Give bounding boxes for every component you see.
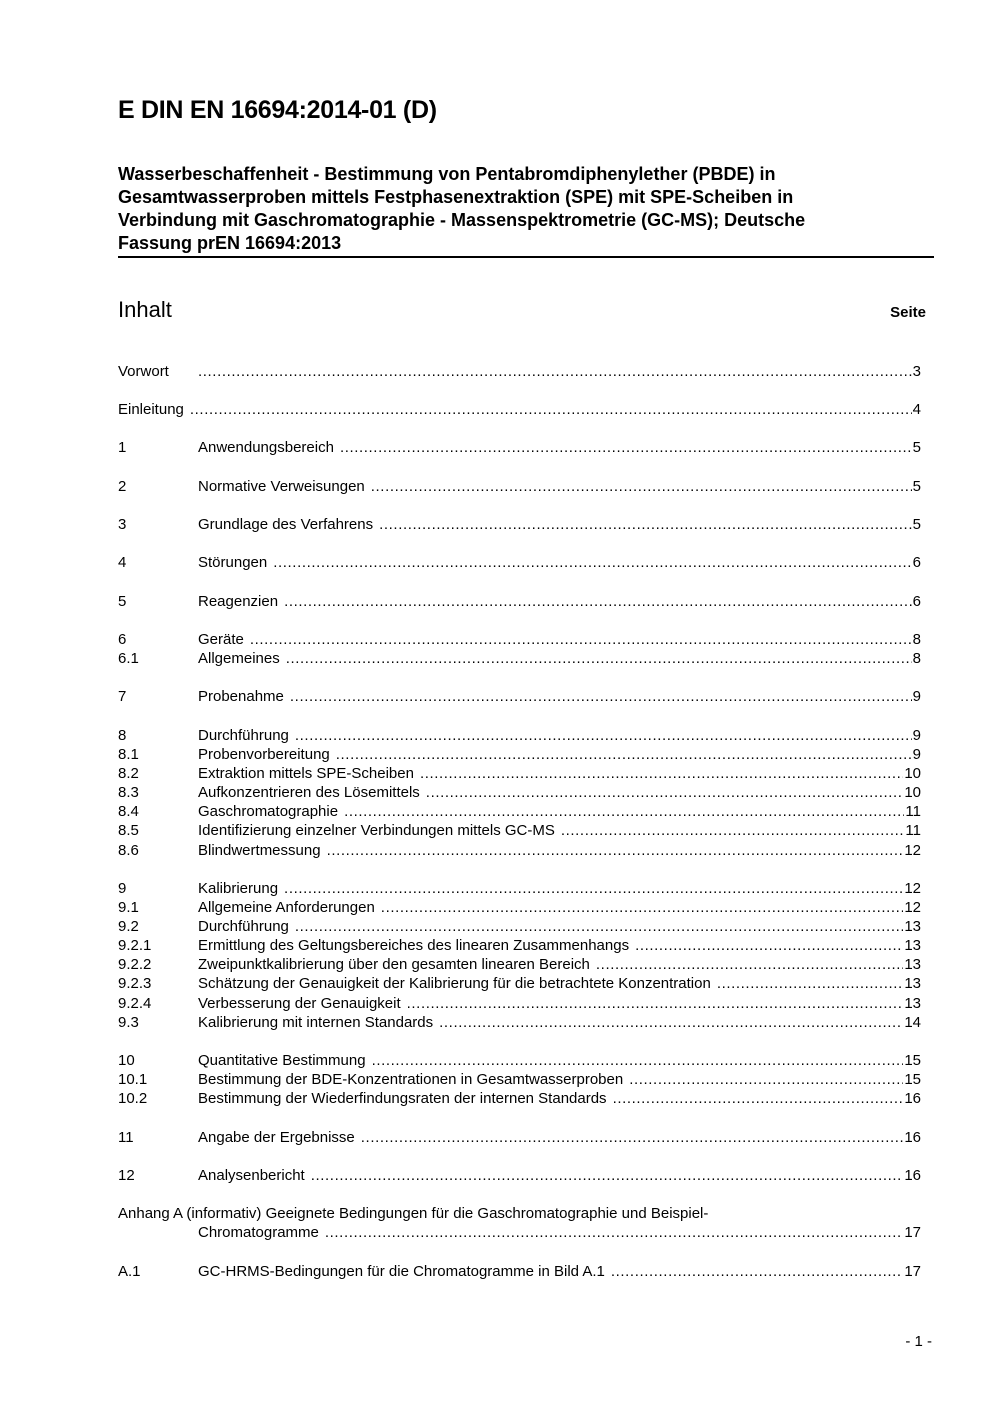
toc-leader-dots bbox=[596, 955, 903, 974]
toc-entry[interactable] bbox=[118, 687, 921, 706]
toc-entry-number: 8 bbox=[118, 727, 127, 744]
toc-entry[interactable] bbox=[118, 1051, 921, 1070]
title-line: Fassung prEN 16694:2013 bbox=[118, 233, 342, 253]
toc-entry-number: 8.4 bbox=[118, 803, 139, 820]
toc-entry-label: Gaschromatographie bbox=[198, 803, 339, 820]
toc-entry[interactable] bbox=[118, 936, 921, 955]
toc-entry-page: 10 bbox=[904, 765, 921, 782]
toc-entry-number: 9.2.4 bbox=[118, 995, 152, 1012]
toc-entry[interactable] bbox=[118, 515, 921, 534]
toc-entry-page: 10 bbox=[904, 784, 921, 801]
toc-leader-dots bbox=[613, 1089, 904, 1108]
toc-entry-number: 10.1 bbox=[118, 1071, 148, 1088]
toc-entry-number: 12 bbox=[118, 1167, 135, 1184]
toc-entry-number: 6 bbox=[118, 631, 127, 648]
toc-entry-label: Quantitative Bestimmung bbox=[198, 1052, 366, 1069]
toc-entry-number: 9.2.3 bbox=[118, 975, 152, 992]
toc-entry-page: 16 bbox=[904, 1167, 921, 1184]
toc-entry[interactable] bbox=[118, 1089, 921, 1108]
toc-entry-label: Ermittlung des Geltungsbereiches des linearen Zusammenhangs bbox=[198, 937, 630, 954]
toc-entry-number: 2 bbox=[118, 478, 127, 495]
toc-entry-label: Störungen bbox=[198, 554, 268, 571]
toc-entry-number: 6.1 bbox=[118, 650, 139, 667]
toc-entry-label: Allgemeine Anforderungen bbox=[198, 899, 375, 916]
toc-entry[interactable] bbox=[118, 994, 921, 1013]
toc-leader-dots bbox=[284, 879, 903, 898]
toc-entry-page: 13 bbox=[904, 995, 921, 1012]
toc-entry-label: Anhang A (informativ) Geeignete Bedingungen für die Gaschromatographie und Beispiel- bbox=[118, 1205, 709, 1222]
toc-entry-number: A.1 bbox=[118, 1263, 141, 1280]
toc-leader-dots bbox=[361, 1128, 904, 1147]
toc-entry[interactable] bbox=[118, 974, 921, 993]
toc-entry-label: Identifizierung einzelner Verbindungen mittels GC-MS bbox=[198, 822, 555, 839]
toc-leader-dots bbox=[372, 1051, 904, 1070]
toc-leader-dots bbox=[311, 1166, 904, 1185]
toc-entry-vorwort[interactable] bbox=[118, 362, 921, 381]
toc-entry-number: 10.2 bbox=[118, 1090, 148, 1107]
toc-entry[interactable] bbox=[118, 802, 921, 821]
toc-entry-label: Geräte bbox=[198, 631, 244, 648]
toc-leader-dots bbox=[190, 400, 912, 419]
toc-leader-dots bbox=[325, 1223, 903, 1242]
toc-entry-number: 7 bbox=[118, 688, 127, 705]
toc-leader-dots bbox=[286, 649, 912, 668]
toc-entry-label: Schätzung der Genauigkeit der Kalibrierung für die betrachtete Konzentration bbox=[198, 975, 711, 992]
toc-leader-dots bbox=[717, 974, 903, 993]
toc-leader-dots bbox=[635, 936, 903, 955]
toc-entry-page: 5 bbox=[912, 439, 921, 456]
toc-entry-number: 8.5 bbox=[118, 822, 139, 839]
toc-entry-label: Anwendungsbereich bbox=[198, 439, 334, 456]
toc-entry-label: Blindwertmessung bbox=[198, 842, 321, 859]
toc-entry-page: 9 bbox=[912, 746, 921, 763]
toc-entry-page: 12 bbox=[904, 842, 921, 859]
toc-entry-label: Reagenzien bbox=[198, 593, 279, 610]
toc-entry-number: 4 bbox=[118, 554, 127, 571]
toc-entry-number: 9.1 bbox=[118, 899, 139, 916]
title-line: Verbindung mit Gaschromatographie - Massenspektrometrie (GC-MS); Deutsche bbox=[118, 210, 806, 230]
toc-leader-dots bbox=[198, 362, 912, 381]
title-line: Gesamtwasserproben mittels Festphasenextraktion (SPE) mit SPE-Scheiben in bbox=[118, 187, 794, 207]
toc-leader-dots bbox=[273, 553, 911, 572]
toc-entry[interactable] bbox=[118, 841, 921, 860]
toc-entry-number: 9.2.2 bbox=[118, 956, 152, 973]
toc-leader-dots bbox=[295, 917, 903, 936]
toc-entry-label: Analysenbericht bbox=[198, 1167, 305, 1184]
toc-entry[interactable] bbox=[118, 783, 921, 802]
toc-entry[interactable] bbox=[118, 726, 921, 745]
toc-entry-anhang-a-continued[interactable] bbox=[198, 1223, 921, 1242]
toc-entry-number: 3 bbox=[118, 516, 127, 533]
toc-entry-page: 15 bbox=[904, 1052, 921, 1069]
toc-entry-page: 5 bbox=[912, 478, 921, 495]
toc-entry-page: 15 bbox=[904, 1071, 921, 1088]
toc-entry-page: 17 bbox=[904, 1263, 921, 1280]
page-number: - 1 - bbox=[905, 1333, 932, 1350]
toc-entry-page: 5 bbox=[912, 516, 921, 533]
toc-entry[interactable] bbox=[118, 553, 921, 572]
toc-entry-label: Normative Verweisungen bbox=[198, 478, 365, 495]
toc-entry-page: 16 bbox=[904, 1129, 921, 1146]
toc-entry[interactable] bbox=[118, 821, 921, 840]
toc-entry-label: Extraktion mittels SPE-Scheiben bbox=[198, 765, 414, 782]
toc-entry-label: Chromatogramme bbox=[198, 1224, 319, 1241]
toc-entry-number: 10 bbox=[118, 1052, 135, 1069]
toc-entry-page: 14 bbox=[904, 1014, 921, 1031]
toc-entry-page: 13 bbox=[904, 918, 921, 935]
toc-entry-page: 11 bbox=[905, 822, 921, 839]
toc-leader-dots bbox=[420, 764, 903, 783]
toc-entry-label: Kalibrierung bbox=[198, 880, 279, 897]
toc-entry-page: 13 bbox=[904, 975, 921, 992]
toc-entry-number: 9.3 bbox=[118, 1014, 139, 1031]
toc-heading: Inhalt bbox=[118, 297, 172, 322]
toc-leader-dots bbox=[340, 438, 912, 457]
toc-entry-label: Durchführung bbox=[198, 727, 289, 744]
toc-entry[interactable] bbox=[118, 1013, 921, 1032]
toc-entry-label: Probenvorbereitung bbox=[198, 746, 330, 763]
toc-entry-number: 9 bbox=[118, 880, 127, 897]
toc-entry-label: Einleitung bbox=[118, 401, 184, 418]
toc-leader-dots bbox=[250, 630, 912, 649]
toc-entry-number: 8.6 bbox=[118, 842, 139, 859]
toc-entry[interactable] bbox=[118, 1166, 921, 1185]
toc-entry-label: Vorwort bbox=[118, 363, 169, 380]
toc-entry-page: 9 bbox=[912, 688, 921, 705]
toc-entry-label: Allgemeines bbox=[198, 650, 280, 667]
toc-entry-number: 1 bbox=[118, 439, 127, 456]
toc-entry-page: 13 bbox=[904, 956, 921, 973]
document-title bbox=[118, 163, 934, 258]
toc-entry-page: 12 bbox=[904, 880, 921, 897]
toc-leader-dots bbox=[327, 841, 904, 860]
toc-entry-anhang-a[interactable] bbox=[118, 1204, 921, 1223]
toc-entry-page: 9 bbox=[912, 727, 921, 744]
toc-entry-label: Bestimmung der BDE-Konzentrationen in Gesamtwasserproben bbox=[198, 1071, 624, 1088]
toc-entry-number: 9.2.1 bbox=[118, 937, 152, 954]
toc-leader-dots bbox=[381, 898, 904, 917]
toc-entry-page: 4 bbox=[912, 401, 921, 418]
toc-entry[interactable] bbox=[118, 1262, 921, 1281]
toc-leader-dots bbox=[407, 994, 904, 1013]
toc-entry-number: 8.2 bbox=[118, 765, 139, 782]
toc-entry[interactable] bbox=[118, 764, 921, 783]
toc-entry-label: Bestimmung der Wiederfindungsraten der internen Standards bbox=[198, 1090, 607, 1107]
toc-entry-label: Durchführung bbox=[198, 918, 289, 935]
toc-entry[interactable] bbox=[118, 592, 921, 611]
toc-leader-dots bbox=[344, 802, 904, 821]
toc-entry[interactable] bbox=[118, 438, 921, 457]
toc-leader-dots bbox=[284, 592, 912, 611]
toc-leader-dots bbox=[371, 477, 912, 496]
toc-leader-dots bbox=[611, 1262, 903, 1281]
toc-entry[interactable] bbox=[118, 477, 921, 496]
toc-entry-label: GC-HRMS-Bedingungen für die Chromatogramme in Bild A.1 bbox=[198, 1263, 605, 1280]
toc-entry-page: 3 bbox=[912, 363, 921, 380]
toc-leader-dots bbox=[336, 745, 912, 764]
toc-entry[interactable] bbox=[118, 917, 921, 936]
toc-entry-number: 8.3 bbox=[118, 784, 139, 801]
toc-entry[interactable] bbox=[118, 898, 921, 917]
toc-entry[interactable] bbox=[118, 745, 921, 764]
toc-entry-page: 16 bbox=[904, 1090, 921, 1107]
toc-entry-page: 11 bbox=[905, 803, 921, 820]
toc-entry[interactable] bbox=[118, 1128, 921, 1147]
toc-entry-number: 11 bbox=[118, 1129, 134, 1146]
toc-entry-einleitung[interactable] bbox=[118, 400, 921, 419]
toc-entry[interactable] bbox=[118, 879, 921, 898]
toc-entry-page: 6 bbox=[912, 593, 921, 610]
toc-entry[interactable] bbox=[118, 955, 921, 974]
toc-leader-dots bbox=[426, 783, 904, 802]
toc-entry-label: Grundlage des Verfahrens bbox=[198, 516, 374, 533]
toc-entry-page: 17 bbox=[904, 1224, 921, 1241]
toc-leader-dots bbox=[439, 1013, 903, 1032]
title-line: Wasserbeschaffenheit - Bestimmung von Pentabromdiphenylether (PBDE) in bbox=[118, 164, 776, 184]
toc-leader-dots bbox=[629, 1070, 903, 1089]
toc-entry-number: 8.1 bbox=[118, 746, 139, 763]
toc-entry-label: Verbesserung der Genauigkeit bbox=[198, 995, 401, 1012]
toc-leader-dots bbox=[561, 821, 905, 840]
toc-entry-page: 8 bbox=[912, 650, 921, 667]
toc-entry[interactable] bbox=[118, 630, 921, 649]
toc-entry[interactable] bbox=[118, 1070, 921, 1089]
toc-entry-page: 13 bbox=[904, 937, 921, 954]
document-id: E DIN EN 16694:2014-01 (D) bbox=[118, 96, 437, 124]
toc-leader-dots bbox=[379, 515, 912, 534]
toc-entry-page: 12 bbox=[904, 899, 921, 916]
toc-entry-label: Kalibrierung mit internen Standards bbox=[198, 1014, 434, 1031]
toc-leader-dots bbox=[290, 687, 912, 706]
toc-entry-label: Aufkonzentrieren des Lösemittels bbox=[198, 784, 420, 801]
toc-leader-dots bbox=[295, 726, 912, 745]
toc-entry-number: 9.2 bbox=[118, 918, 139, 935]
toc-entry-page: 6 bbox=[912, 554, 921, 571]
toc-entry[interactable] bbox=[118, 649, 921, 668]
toc-entry-number: 5 bbox=[118, 593, 127, 610]
toc-entry-page: 8 bbox=[912, 631, 921, 648]
toc-entry-label: Angabe der Ergebnisse bbox=[198, 1129, 355, 1146]
toc-entry-label: Zweipunktkalibrierung über den gesamten linearen Bereich bbox=[198, 956, 590, 973]
toc-page-column-label: Seite bbox=[890, 304, 926, 321]
toc-entry-label: Probenahme bbox=[198, 688, 284, 705]
